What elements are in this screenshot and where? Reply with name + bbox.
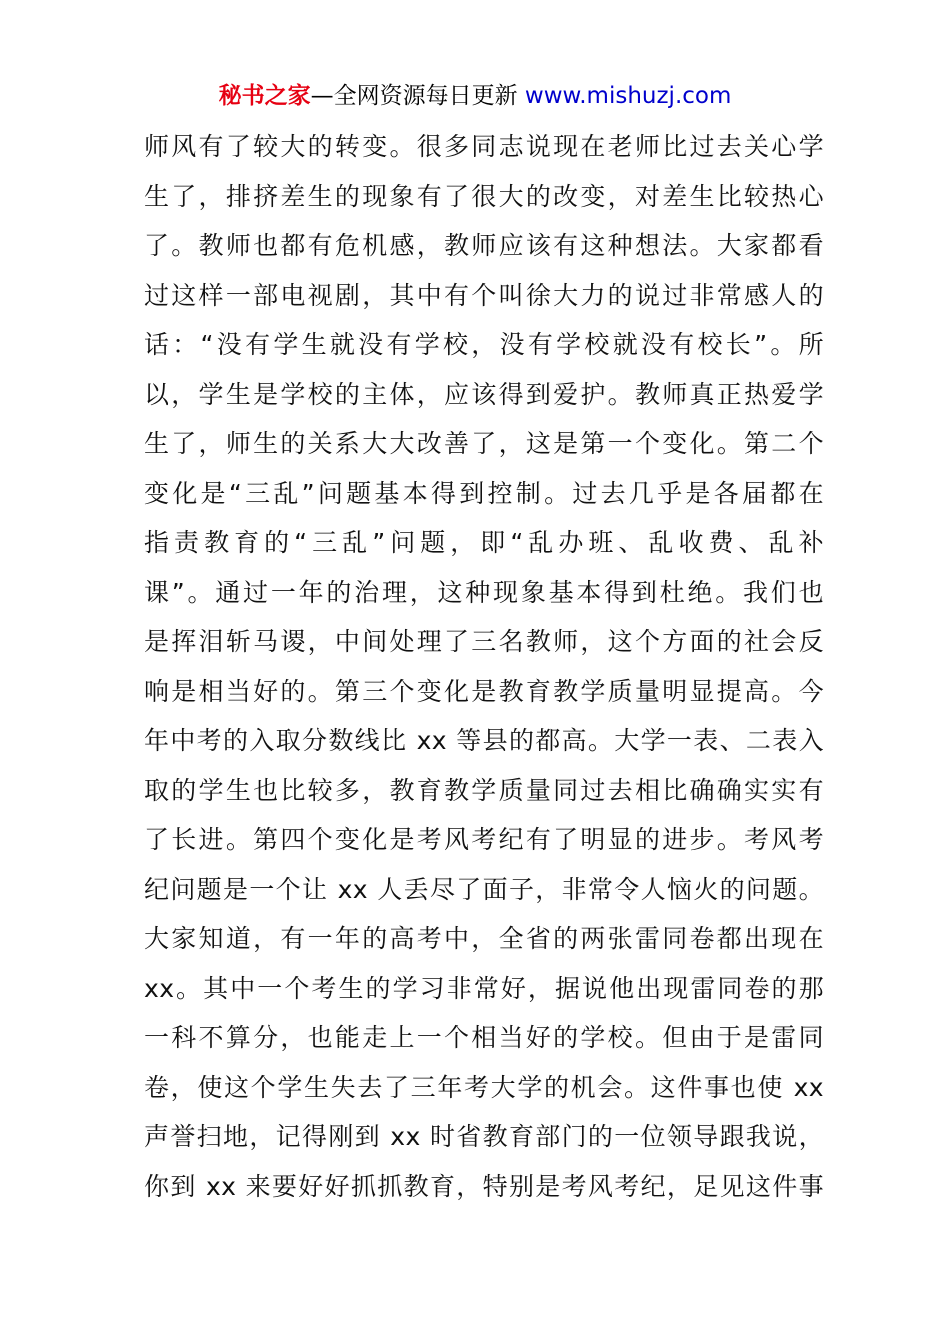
- text-line: 了长进。第四个变化是考风考纪有了明显的进步。考风考: [144, 825, 824, 854]
- site-url-link[interactable]: www.mishuzj.com: [524, 83, 732, 109]
- text-line: 纪问题是一个让 xx 人丢尽了面子，非常令人恼火的问题。: [144, 874, 824, 904]
- text-line: 声誉扫地，记得刚到 xx 时省教育部门的一位领导跟我说，: [144, 1122, 824, 1151]
- text-line: 你到 xx 来要好好抓抓教育，特别是考风考纪，足见这件事: [144, 1171, 824, 1201]
- text-line: 生了，排挤差生的现象有了很大的改变，对差生比较热心: [144, 181, 824, 211]
- text-line: 一科不算分，也能走上一个相当好的学校。但由于是雷同: [144, 1023, 824, 1052]
- text-line: 了。教师也都有危机感，教师应该有这种想法。大家都看: [144, 231, 824, 260]
- document-body: [144, 122, 824, 1211]
- text-line: 过这样一部电视剧，其中有个叫徐大力的说过非常感人的: [144, 280, 824, 310]
- text-line: 是挥泪斩马谡，中间处理了三名教师，这个方面的社会反: [144, 627, 824, 656]
- text-line: xx。其中一个考生的学习非常好，据说他出现雷同卷的那: [144, 973, 824, 1003]
- text-line: 卷，使这个学生失去了三年考大学的机会。这件事也使 xx: [144, 1072, 824, 1102]
- header-tagline: —全网资源每日更新: [310, 83, 518, 109]
- text-line: 课”。通过一年的治理，这种现象基本得到杜绝。我们也: [144, 577, 824, 607]
- text-line: 变化是“三乱”问题基本得到控制。过去几乎是各届都在: [144, 478, 824, 508]
- text-line: 响是相当好的。第三个变化是教育教学质量明显提高。今: [144, 676, 824, 706]
- text-line: 年中考的入取分数线比 xx 等县的都高。大学一表、二表入: [144, 726, 824, 755]
- site-header: [0, 80, 950, 112]
- brand-name: 秘书之家: [218, 83, 311, 109]
- text-line: 取的学生也比较多，教育教学质量同过去相比确确实实有: [144, 775, 824, 805]
- text-line: 以，学生是学校的主体，应该得到爱护。教师真正热爱学: [144, 379, 824, 409]
- text-line: 指责教育的“三乱”问题，即“乱办班、乱收费、乱补: [144, 528, 824, 557]
- text-line: 师风有了较大的转变。很多同志说现在老师比过去关心学: [144, 132, 824, 161]
- text-line: 生了，师生的关系大大改善了，这是第一个变化。第二个: [144, 429, 824, 458]
- text-line: 大家知道，有一年的高考中，全省的两张雷同卷都出现在: [144, 924, 824, 953]
- text-line: 话：“没有学生就没有学校，没有学校就没有校长”。所: [144, 330, 824, 359]
